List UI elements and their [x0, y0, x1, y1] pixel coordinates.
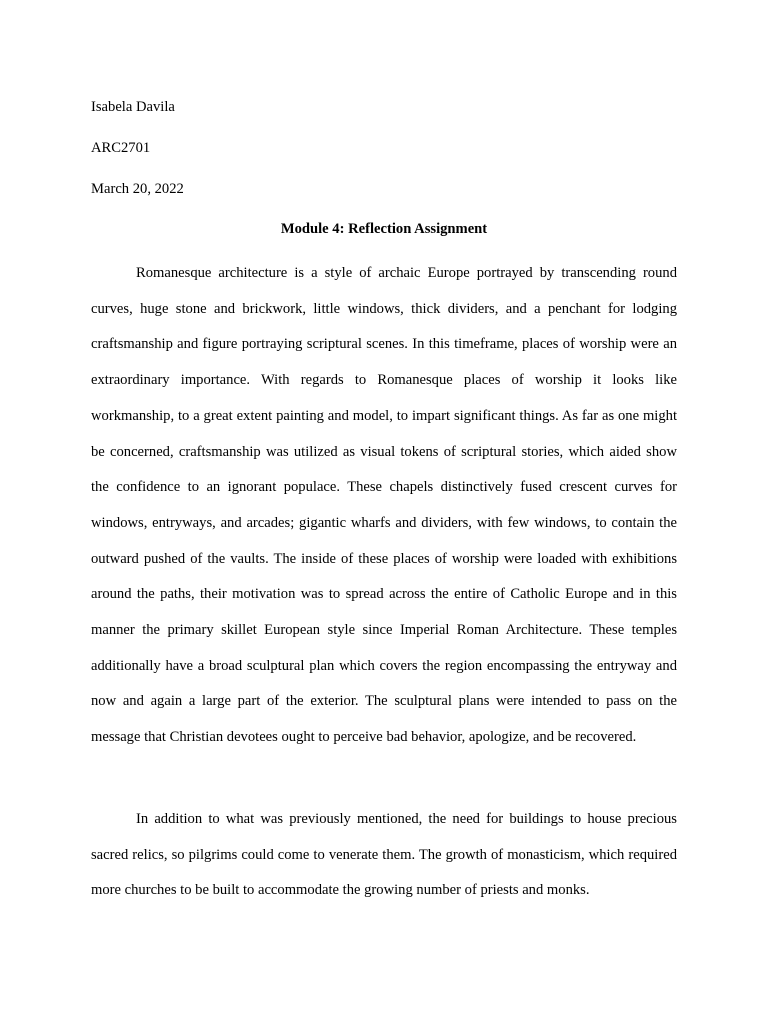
- document-title: Module 4: Reflection Assignment: [280, 221, 488, 237]
- body-paragraph-1: Romanesque architecture is a style of archaic Europe portrayed by transcending round curves, huge stone and brickwork, little windows, thick dividers, and a penchant for lodging craftsmanship and figure portraying scriptural scenes. In this timeframe, places of worship were an extraordinary importance. With regards to Romanesque places of worship it looks like workmanship, to a great extent painting and model, to impart significant things. As far as one might be concerned, craftsmanship was utilized as visual tokens of scriptural stories, which aided show the confidence to an ignorant populace. These chapels distinctively fused crescent curves for windows, entryways, and arcades; gigantic wharfs and dividers, with few windows, to contain the outward pushed of the vaults. The inside of these places of worship were loaded with exhibitions around the paths, their motivation was to spread across the entire of Catholic Europe and in this manner the primary skillet European style since Imperial Roman Architecture. These temples additionally have a broad sculptural plan which covers the region encompassing the entryway and now and again a large part of the exterior. The sculptural plans were intended to pass on the message that Christian devotees ought to perceive bad behavior, apologize, and be recovered.: [91, 265, 677, 746]
- course-code: ARC2701: [91, 140, 151, 156]
- body-paragraph-2: In addition to what was previously mentioned, the need for buildings to house precious sacred relics, so pilgrims could come to venerate them. The growth of monasticism, which required more churches to be built to accommodate the growing number of priests and monks.: [91, 811, 677, 899]
- document-date: March 20, 2022: [91, 181, 184, 197]
- author-name: Isabela Davila: [91, 99, 175, 115]
